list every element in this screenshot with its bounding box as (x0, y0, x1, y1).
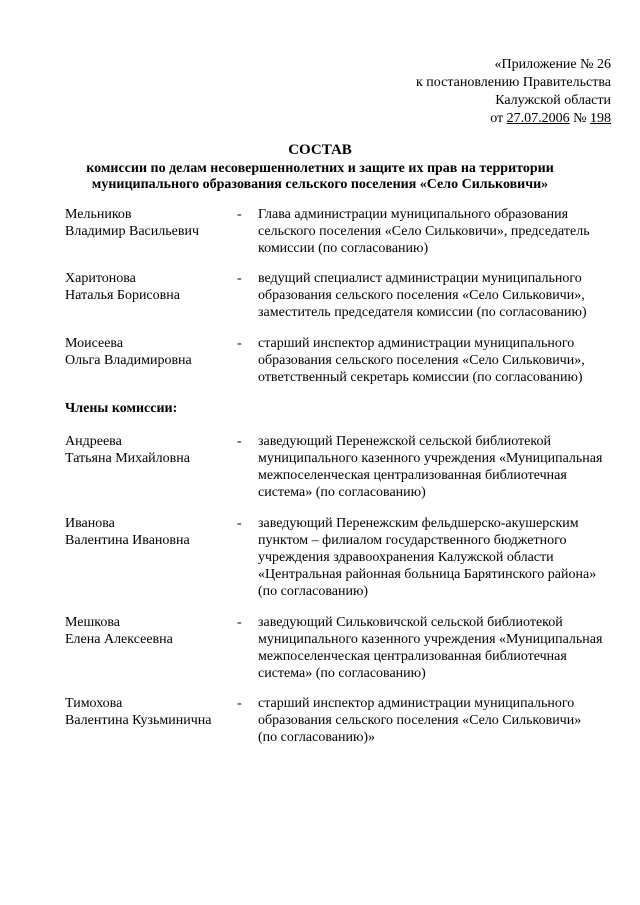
role-line: межпоселенческая централизованная библиотечная (258, 649, 567, 664)
role-line: муниципального казенного учреждения «Муниципальная (258, 632, 603, 647)
person-given-names: Валентина Кузьминична (65, 713, 212, 728)
appendix-line-2: к постановлению Правительства (415, 75, 611, 90)
dash-separator: - (237, 271, 242, 286)
role-line: межпоселенческая централизованная библиотечная (258, 468, 567, 483)
dash-separator: - (237, 696, 242, 711)
person-given-names: Наталья Борисовна (65, 288, 180, 303)
appendix-line-3: Калужской области (495, 93, 611, 108)
dash-separator: - (237, 516, 242, 531)
members-heading: Члены комиссии: (65, 401, 178, 416)
dash-separator: - (237, 207, 242, 222)
appendix-header (416, 56, 611, 128)
person-name (65, 695, 235, 729)
role-line: пунктом – филиалом государственного бюджетного (258, 533, 567, 548)
dash-separator: - (237, 336, 242, 351)
role-line: «Центральная районная больница Барятинского района» (258, 567, 597, 582)
dash-separator: - (237, 434, 242, 449)
person-name (65, 206, 235, 240)
role-line: заведующий Сильковичской сельской библиотекой (258, 615, 563, 630)
person-role (258, 270, 610, 321)
number-prefix: № (569, 111, 590, 126)
role-line: старший инспектор администрации муниципального (258, 336, 575, 351)
role-line: образования сельского поселения «Село Сильковичи», (258, 353, 585, 368)
role-line: (по согласованию) (258, 584, 369, 599)
role-line: заведующий Перенежской сельской библиотекой (258, 434, 551, 449)
person-given-names: Татьяна Михайловна (65, 451, 190, 466)
role-line: ответственный секретарь комиссии (по согласованию) (258, 370, 583, 385)
person-name (65, 433, 235, 467)
role-line: ведущий специалист администрации муниципального (258, 271, 582, 286)
person-name (65, 270, 235, 304)
appendix-date-line (416, 110, 611, 128)
document-title: СОСТАВ (288, 142, 352, 158)
person-name (65, 335, 235, 369)
person-given-names: Владимир Васильевич (65, 224, 199, 239)
person-given-names: Елена Алексеевна (65, 632, 173, 647)
person-role (258, 433, 610, 501)
resolution-date: 27.07.2006 (506, 111, 570, 126)
role-line: система» (по согласованию) (258, 485, 426, 500)
person-given-names: Ольга Владимировна (65, 353, 192, 368)
subtitle-line-1: комиссии по делам несовершеннолетних и защите их прав на территории (86, 161, 554, 176)
person-surname: Тимохова (65, 696, 123, 711)
role-line: муниципального казенного учреждения «Муниципальная (258, 451, 603, 466)
role-line: Глава администрации муниципального образования (258, 207, 569, 222)
role-line: образования сельского поселения «Село Сильковичи», (258, 288, 585, 303)
person-surname: Мельников (65, 207, 132, 222)
person-given-names: Валентина Ивановна (65, 533, 190, 548)
person-surname: Иванова (65, 516, 115, 531)
person-name (65, 614, 235, 648)
role-line: учреждения здравоохранения Калужской области (258, 550, 554, 565)
role-line: заведующий Перенежским фельдшерско-акушерским (258, 516, 579, 531)
person-surname: Моисеева (65, 336, 124, 351)
person-surname: Харитонова (65, 271, 136, 286)
role-line: старший инспектор администрации муниципального (258, 696, 575, 711)
appendix-line-1: «Приложение № 26 (494, 57, 611, 72)
role-line: сельского поселения «Село Сильковичи», председатель (258, 224, 590, 239)
person-role (258, 335, 610, 386)
date-prefix: от (490, 111, 507, 126)
role-line: система» (по согласованию) (258, 666, 426, 681)
role-line: образования сельского поселения «Село Сильковичи» (258, 713, 582, 728)
person-role (258, 695, 610, 746)
resolution-number: 198 (590, 111, 611, 126)
person-role (258, 206, 610, 257)
person-role (258, 614, 610, 682)
role-line: (по согласованию)» (258, 730, 376, 745)
document-subtitle (80, 161, 560, 193)
dash-separator: - (237, 615, 242, 630)
person-role (258, 515, 610, 600)
person-name (65, 515, 235, 549)
subtitle-line-2: муниципального образования сельского поселения «Село Сильковичи» (91, 177, 549, 192)
person-surname: Мешкова (65, 615, 120, 630)
person-surname: Андреева (65, 434, 122, 449)
role-line: заместитель председателя комиссии (по согласованию) (258, 305, 587, 320)
role-line: комиссии (по согласованию) (258, 241, 429, 256)
